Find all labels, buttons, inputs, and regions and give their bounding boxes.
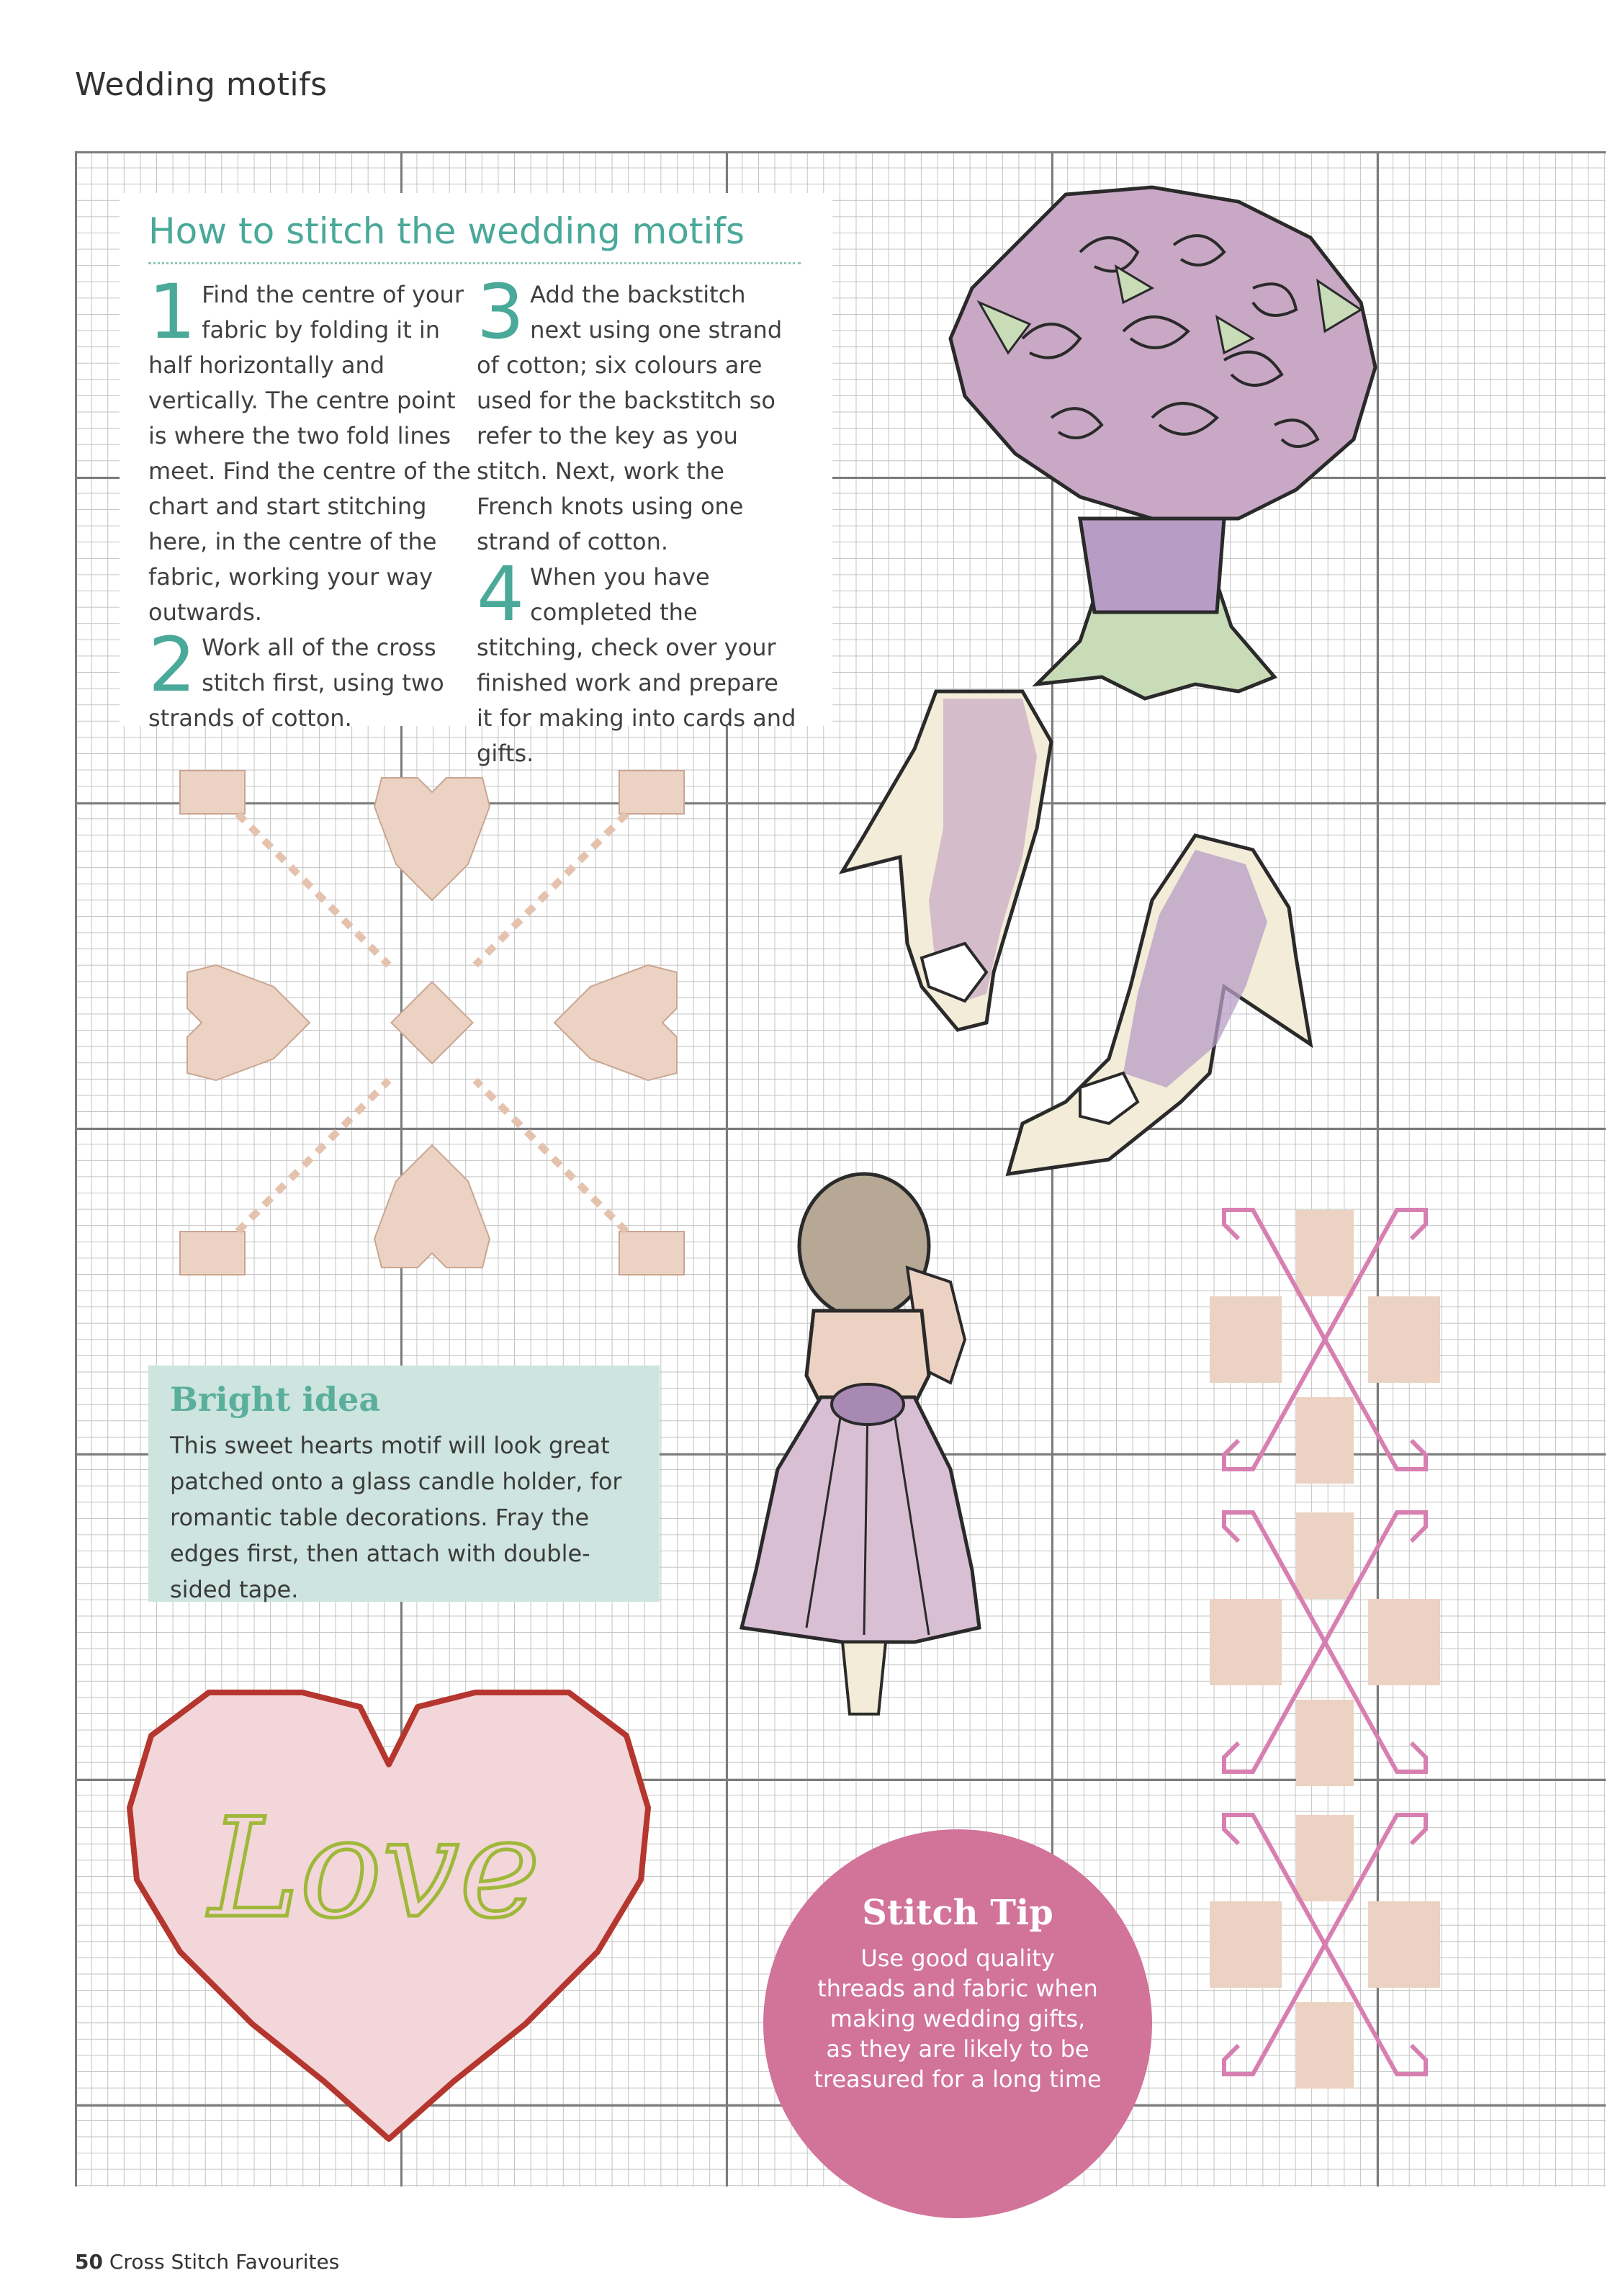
page-number: 50	[75, 2250, 103, 2274]
stitch-tip-badge	[763, 1829, 1152, 2218]
bride-motif	[734, 1167, 1037, 1743]
bouquet-motif	[936, 180, 1440, 742]
heart-left	[187, 965, 310, 1080]
step-number: 2	[148, 621, 197, 709]
title-divider	[148, 262, 801, 264]
heart-top	[374, 778, 490, 900]
bride-bow	[832, 1384, 904, 1425]
bouquet-ribbon	[1080, 519, 1224, 612]
step-text: Add the backstitch next using one strand of cotton; six colours are used for the backstitch so refer to the key as you stitch. Next, work the French knots using one strand of cotton.	[477, 281, 783, 555]
center-diamond	[391, 982, 472, 1063]
step-3	[477, 268, 801, 560]
heart-bottom	[374, 1145, 490, 1268]
step-1	[148, 268, 472, 630]
step-text: Work all of the cross stitch first, using two strands of cotton.	[148, 634, 444, 732]
page-title: Wedding motifs	[75, 66, 328, 103]
love-heart-motif	[122, 1678, 655, 2153]
bride-hair	[799, 1174, 929, 1318]
page-footer	[75, 2250, 339, 2274]
bright-idea-panel	[148, 1366, 660, 1602]
step-4	[477, 550, 801, 771]
instructions-column-left	[148, 268, 472, 771]
instructions-panel	[120, 193, 832, 767]
love-text: Love	[209, 1789, 541, 1948]
bouquet-roses	[950, 187, 1375, 519]
step-number: 3	[477, 268, 525, 356]
step-2	[148, 621, 472, 736]
instructions-column-right	[477, 268, 801, 771]
bright-idea-title: Bright idea	[170, 1380, 381, 1419]
pink-hearts-motif	[1210, 1196, 1440, 2146]
bright-idea-text: This sweet hearts motif will look great patched onto a glass candle holder, for romantic table decorations. Fray the edges first, then attach with double-sided tape.	[170, 1432, 622, 1603]
step-number: 4	[477, 550, 525, 638]
step-text: When you have completed the stitching, check over your finished work and prepare it for making into cards and gifts.	[477, 563, 796, 767]
stitch-tip-text: Use good quality threads and fabric when making wedding gifts, as they are likely to be treasured for a long time	[814, 1945, 1102, 2093]
step-number: 1	[148, 268, 197, 356]
stitch-tip-title: Stitch Tip	[862, 1893, 1053, 1933]
bride-dress	[742, 1397, 979, 1642]
bride-legs	[842, 1642, 886, 1714]
instructions-title: How to stitch the wedding motifs	[148, 210, 745, 252]
magazine-name: Cross Stitch Favourites	[109, 2250, 340, 2274]
heart-star-motif	[173, 763, 691, 1282]
step-text: Find the centre of your fabric by folding it in half horizontally and vertically. The centre point is where the two fold lines meet. Find the centre of the chart and start stitching here, in the centre of the fabric, working your way outwards.	[148, 281, 471, 626]
heart-right	[554, 965, 677, 1080]
